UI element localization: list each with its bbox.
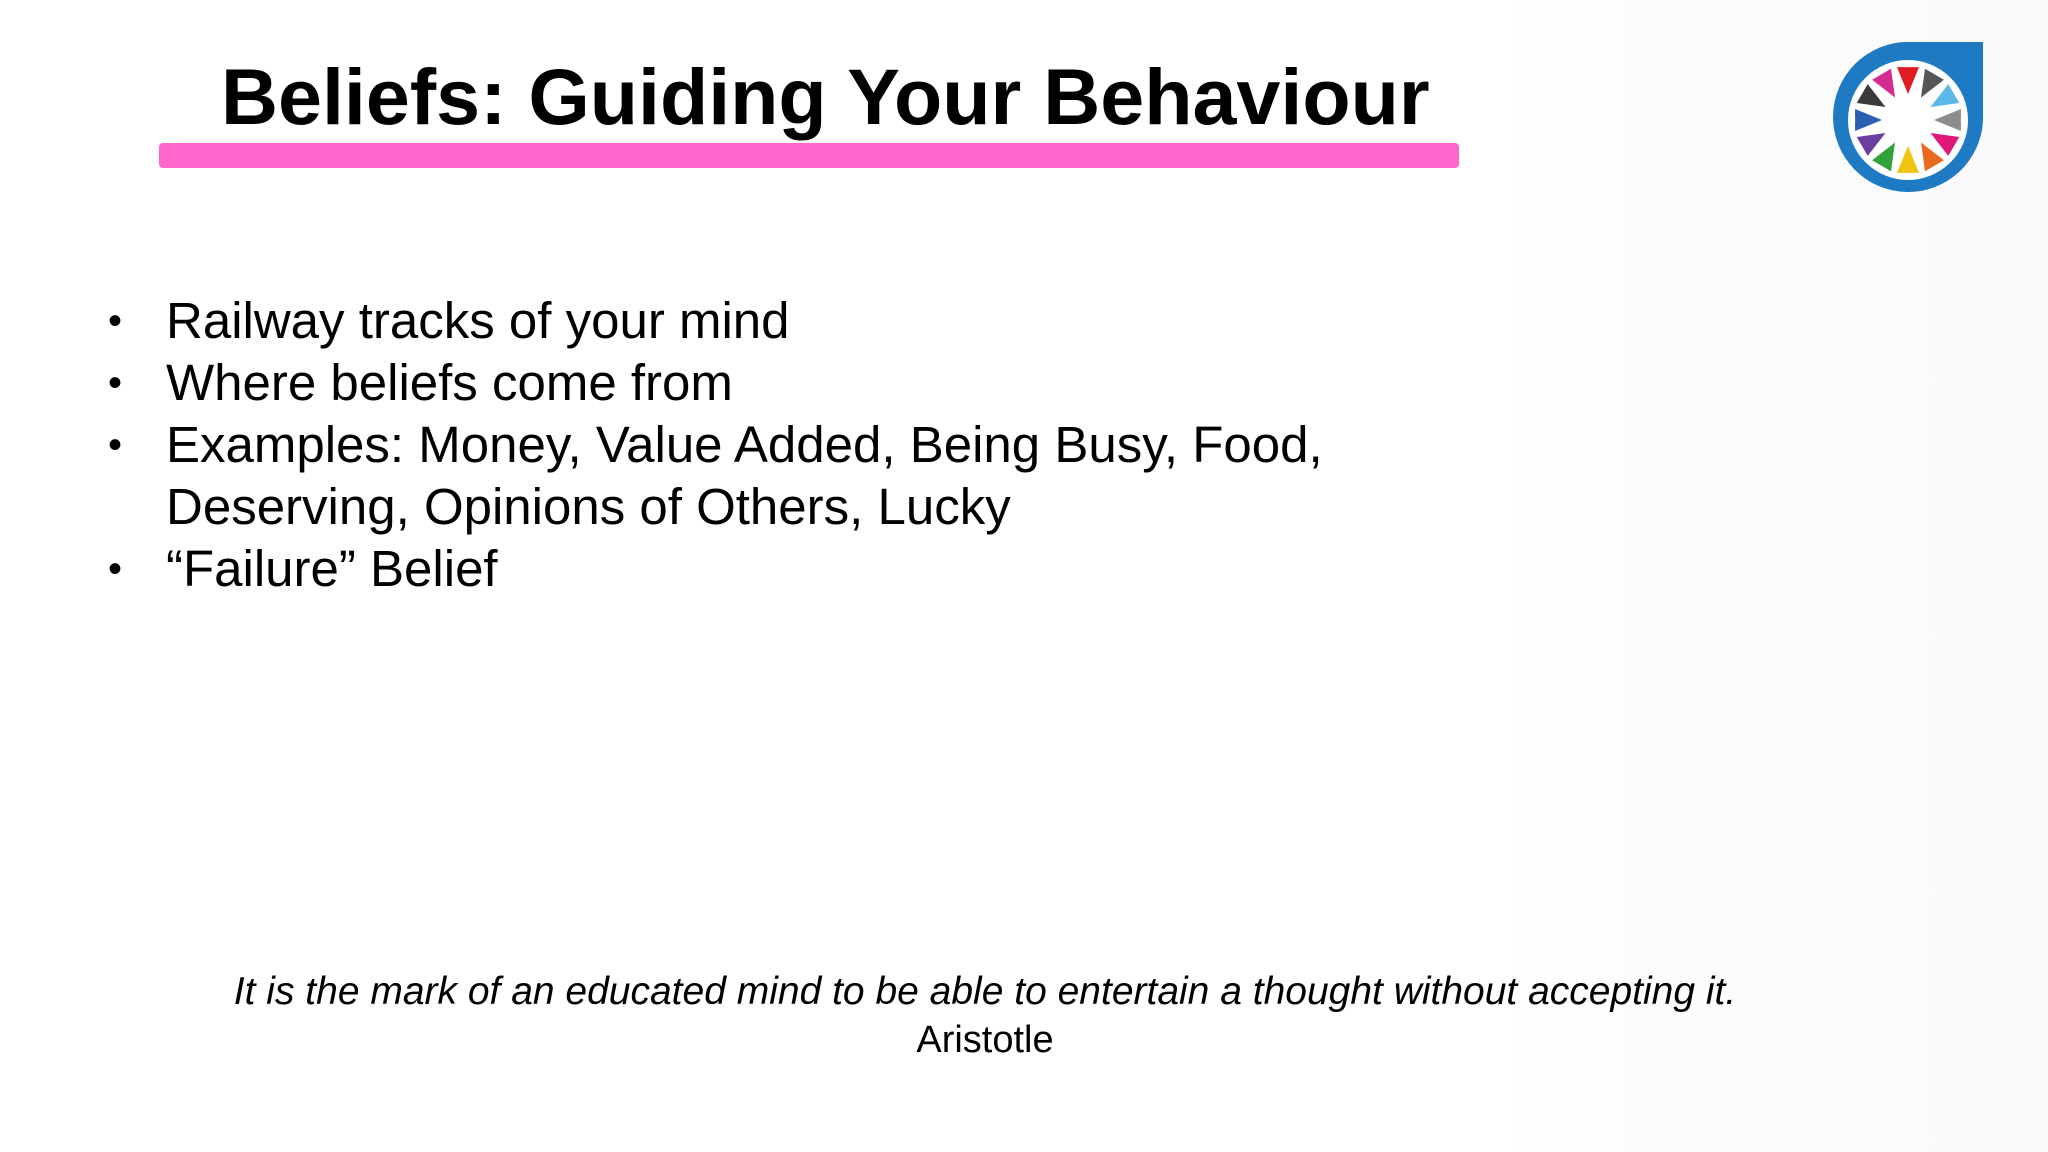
bullet-icon: • [108,547,123,591]
starburst-logo-icon [1828,40,1988,200]
bullet-list [100,290,1323,600]
bullet-text: “Failure” Belief [166,540,498,597]
bullet-icon: • [108,361,123,405]
bullet-item [100,290,1323,352]
bullet-item [100,352,1323,414]
bullet-item [100,414,1323,476]
title-underline [159,143,1459,168]
quote-text: It is the mark of an educated mind to be able to entertain a thought without accepting it. [233,970,1737,1013]
bullet-item [100,538,1323,600]
bullet-text: Where beliefs come from [166,354,733,411]
slide-title: Beliefs: Guiding Your Behaviour [221,52,1430,141]
bullet-text: Deserving, Opinions of Others, Lucky [166,478,1011,535]
bullet-text: Examples: Money, Value Added, Being Busy, Food, [166,416,1323,473]
bullet-icon: • [108,423,123,467]
bullet-icon: • [108,299,123,343]
quote-author: Aristotle [916,1019,1054,1061]
bullet-text: Railway tracks of your mind [166,292,790,349]
bullet-item-continuation [100,476,1323,538]
